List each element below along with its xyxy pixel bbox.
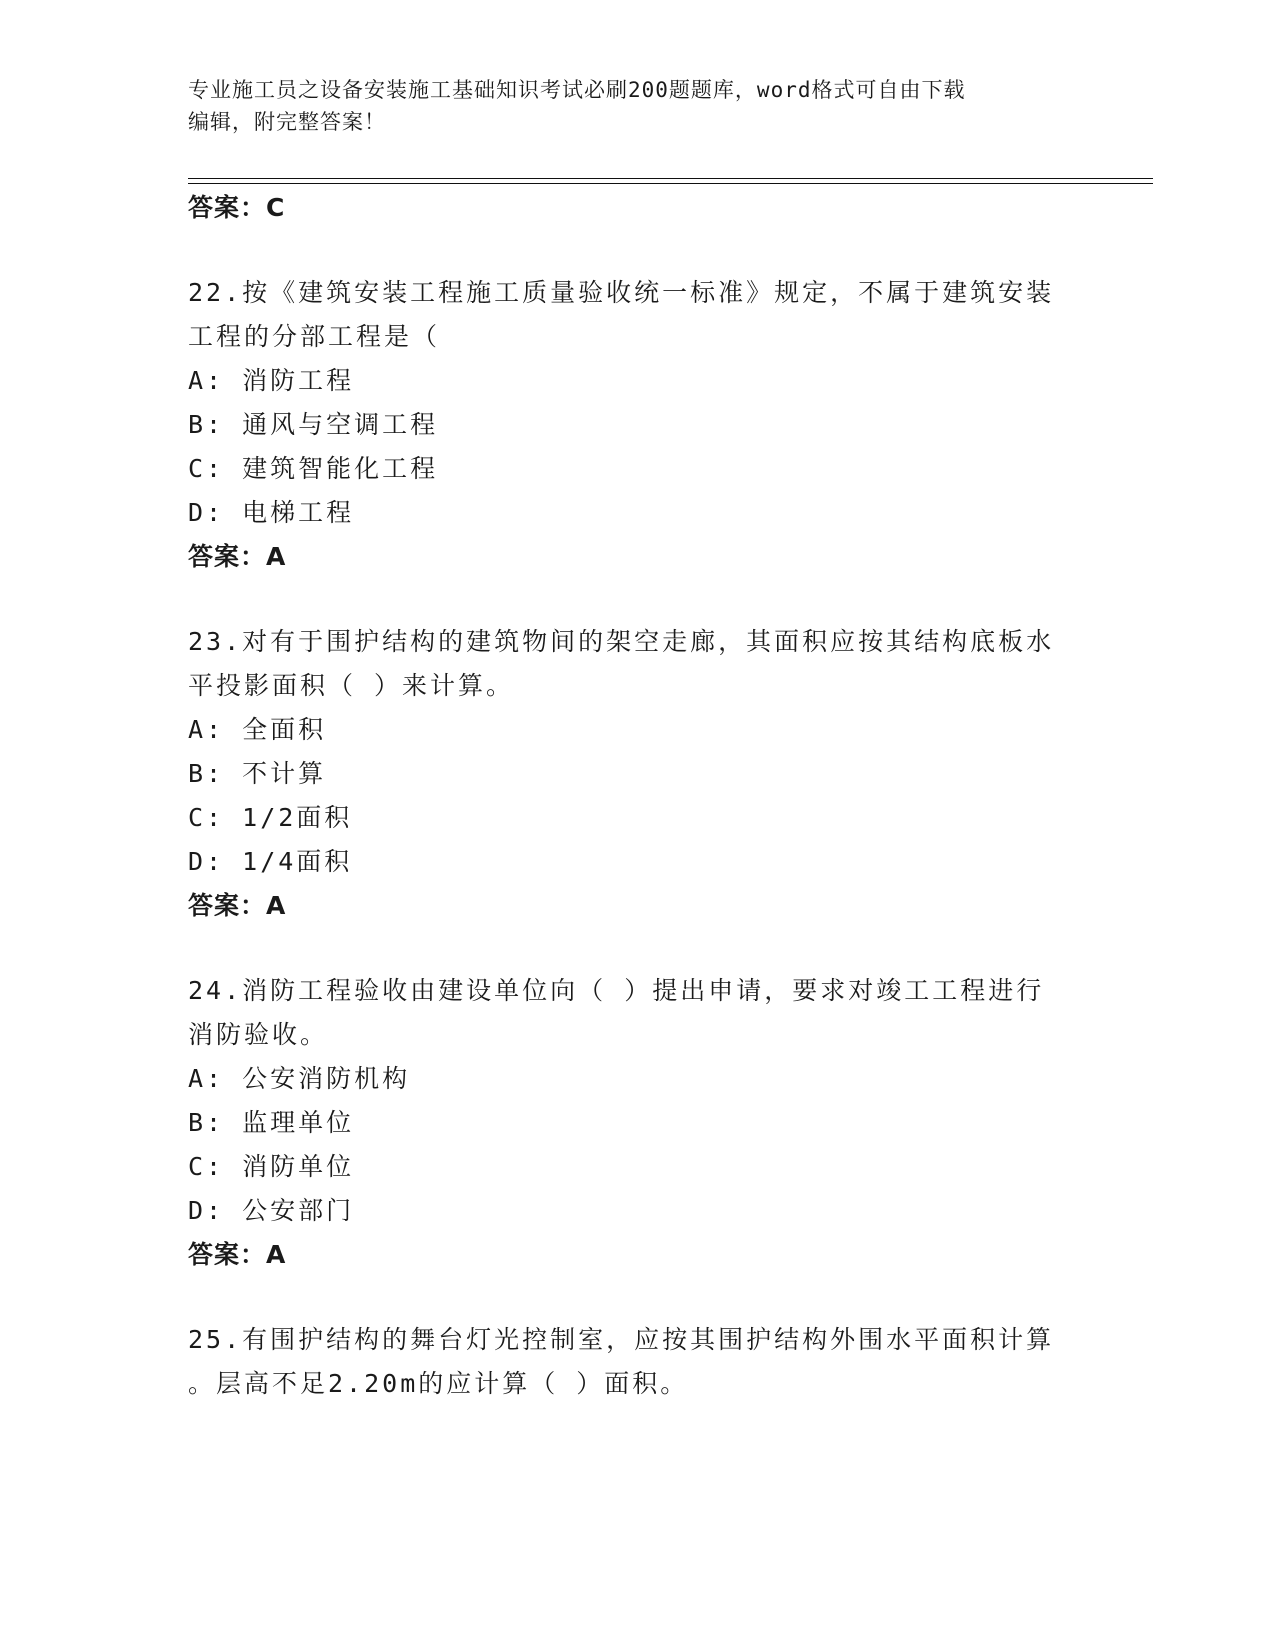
header-divider-top (188, 178, 1153, 179)
answer-label: 答案：A (188, 1240, 287, 1269)
answer-label: 答案：C (188, 193, 286, 222)
option-c: C: 建筑智能化工程 (188, 454, 439, 483)
question-stem-line-1: 22.按《建筑安装工程施工质量验收统一标准》规定，不属于建筑安装 (188, 278, 1055, 307)
header-line-2: 编辑，附完整答案！ (188, 110, 386, 134)
question-stem-line-2: 平投影面积（ ）来计算。 (188, 671, 515, 700)
question-stem-line-2: 。层高不足2.20m的应计算（ ）面积。 (188, 1369, 689, 1398)
option-d: D: 电梯工程 (188, 498, 355, 527)
option-b: B: 不计算 (188, 759, 327, 788)
option-c: C: 1/2面积 (188, 803, 353, 832)
question-stem-line-2: 消防验收。 (188, 1020, 329, 1049)
option-a: A: 全面积 (188, 715, 327, 744)
question-stem-line-2: 工程的分部工程是（ (188, 322, 441, 351)
header-divider-bottom (188, 183, 1153, 184)
option-d: D: 1/4面积 (188, 847, 353, 876)
option-b: B: 监理单位 (188, 1108, 355, 1137)
question-stem-line-1: 25.有围护结构的舞台灯光控制室，应按其围护结构外围水平面积计算 (188, 1325, 1055, 1354)
question-stem-line-1: 23.对有于围护结构的建筑物间的架空走廊，其面积应按其结构底板水 (188, 627, 1055, 656)
document-header (188, 74, 1088, 138)
option-b: B: 通风与空调工程 (188, 410, 439, 439)
option-a: A: 公安消防机构 (188, 1064, 411, 1093)
header-line-1: 专业施工员之设备安装施工基础知识考试必刷200题题库，word格式可自由下载 (188, 78, 966, 102)
option-c: C: 消防单位 (188, 1152, 355, 1181)
option-d: D: 公安部门 (188, 1196, 355, 1225)
option-a: A: 消防工程 (188, 366, 355, 395)
answer-label: 答案：A (188, 891, 287, 920)
answer-label: 答案：A (188, 542, 287, 571)
question-stem-line-1: 24.消防工程验收由建设单位向（ ）提出申请，要求对竣工工程进行 (188, 976, 1045, 1005)
